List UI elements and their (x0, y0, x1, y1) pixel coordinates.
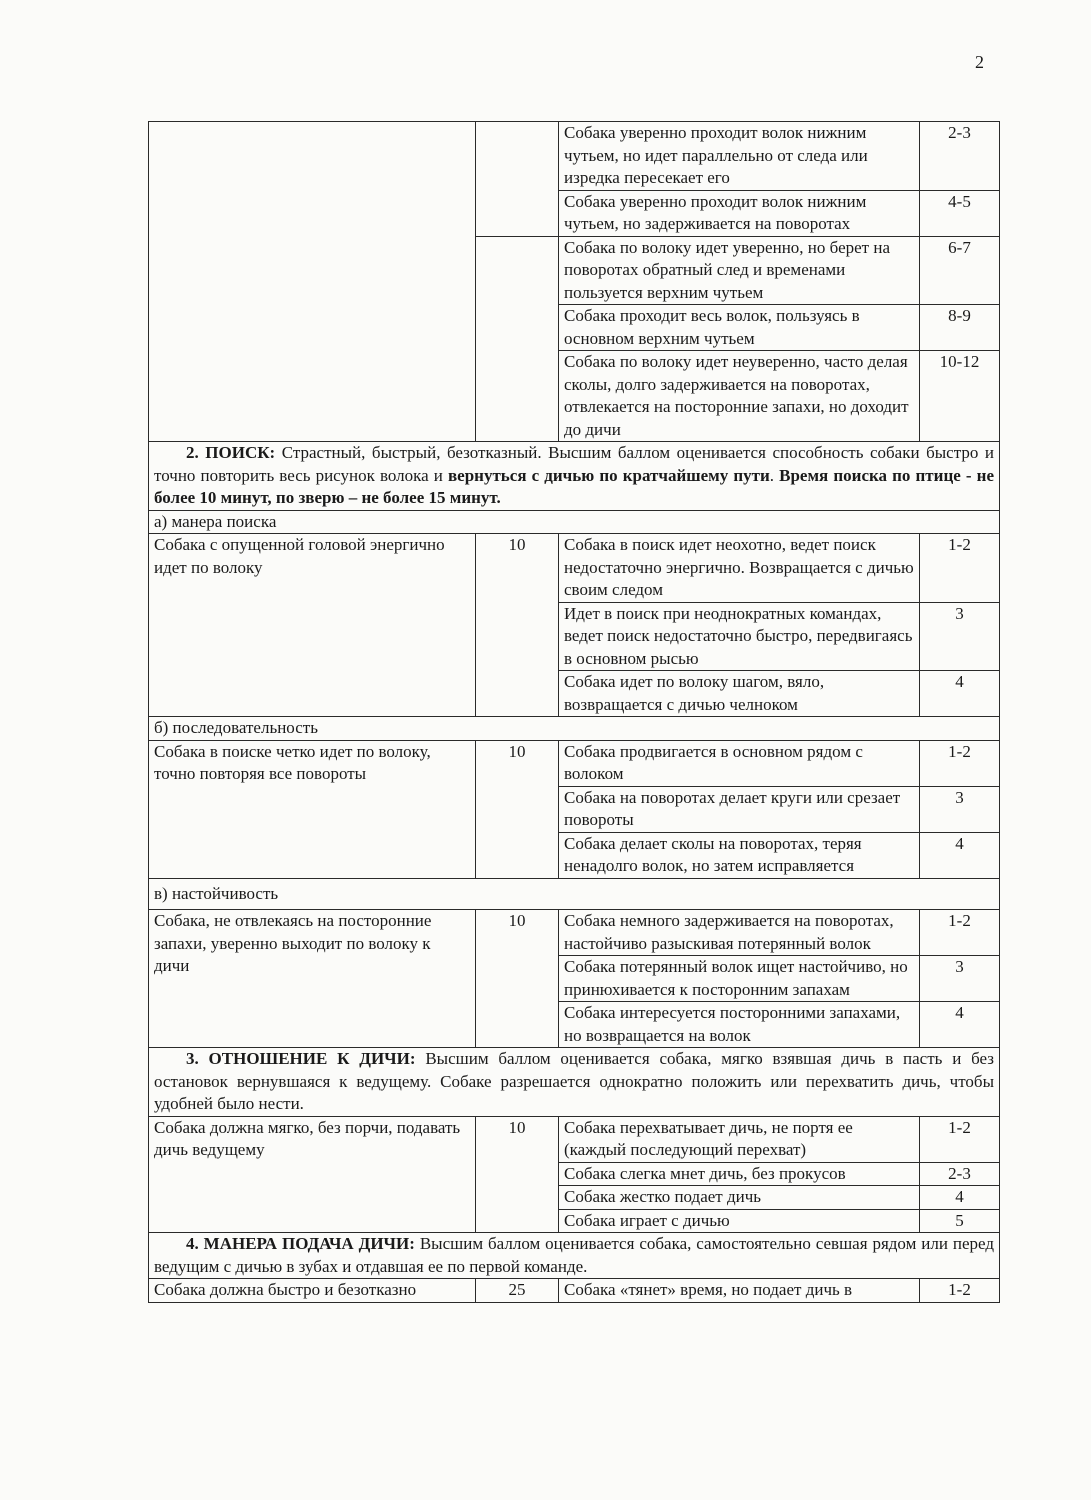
deduction-points: 3 (920, 786, 1000, 832)
criterion-text: Собака в поиске четко идет по волоку, точно повторяя все повороты (149, 740, 476, 878)
table-row (149, 740, 1000, 786)
deduction-text: Собака по волоку идет неуверенно, часто делая сколы, долго задерживается на поворотах, отвлекается на посторонние запахи, но доходит до дичи (559, 351, 920, 442)
subsection-row (149, 878, 1000, 910)
table-row (149, 910, 1000, 956)
subsection-row (149, 717, 1000, 741)
deduction-text: Собака на поворотах делает круги или срезает повороты (559, 786, 920, 832)
deduction-points: 10-12 (920, 351, 1000, 442)
score-cell-empty (476, 236, 559, 442)
criterion-text: Собака с опущенной головой энергично идет по волоку (149, 534, 476, 717)
max-score: 25 (476, 1279, 559, 1303)
deduction-text: Собака «тянет» время, но подает дичь в (559, 1279, 920, 1303)
deduction-points: 2-3 (920, 1162, 1000, 1186)
subsection-label: б) последовательность (149, 717, 1000, 741)
deduction-text: Собака немного задерживается на поворотах, настойчиво разыскивая потерянный волок (559, 910, 920, 956)
section-bold-text: вернуться с дичью по кратчайшему пути (447, 465, 770, 485)
deduction-text: Собака идет по волоку шагом, вяло, возвращается с дичью челноком (559, 671, 920, 717)
section-header-row (149, 442, 1000, 511)
section-4-description (149, 1233, 1000, 1279)
deduction-text: Собака в поиск идет неохотно, ведет поиск недостаточно энергично. Возвращается с дичью своим следом (559, 534, 920, 603)
deduction-points: 3 (920, 602, 1000, 671)
deduction-points: 1-2 (920, 740, 1000, 786)
deduction-points: 1-2 (920, 1279, 1000, 1303)
section-text: . (769, 465, 780, 485)
table-row (149, 1116, 1000, 1162)
section-text: Высшим баллом оценивается собака, мягко взявшая дичь в пасть и без остановок вернувшаяся к ведущему. Собаке разрешается однократно положить или перехватить дичь, чтобы удобней было нести. (154, 1049, 994, 1113)
subsection-label: а) манера поиска (149, 510, 1000, 534)
deduction-points: 4 (920, 671, 1000, 717)
deduction-points: 1-2 (920, 534, 1000, 603)
table-row (149, 122, 1000, 191)
deduction-text: Идет в поиск при неоднократных командах, ведет поиск недостаточно быстро, передвигаясь в основном рысью (559, 602, 920, 671)
section-3-description (149, 1048, 1000, 1117)
deduction-points: 1-2 (920, 910, 1000, 956)
deduction-points: 4 (920, 1186, 1000, 1210)
table-row (149, 534, 1000, 603)
score-cell-empty (476, 122, 559, 237)
max-score: 10 (476, 910, 559, 1048)
deduction-text: Собака проходит весь волок, пользуясь в основном верхним чутьем (559, 305, 920, 351)
section-4-heading: 4. МАНЕРА ПОДАЧА ДИЧИ: (186, 1234, 415, 1253)
deduction-text: Собака делает сколы на поворотах, теряя ненадолго волок, но затем исправляется (559, 832, 920, 878)
max-score: 10 (476, 740, 559, 878)
deduction-text: Собака интересуется посторонними запахами, но возвращается на волок (559, 1002, 920, 1048)
deduction-points: 3 (920, 956, 1000, 1002)
deduction-text: Собака перехватывает дичь, не портя ее (каждый последующий перехват) (559, 1116, 920, 1162)
deduction-text: Собака по волоку идет уверенно, но берет на поворотах обратный след и временами пользуется верхним чутьем (559, 236, 920, 305)
deduction-text: Собака продвигается в основном рядом с волоком (559, 740, 920, 786)
criterion-text: Собака должна мягко, без порчи, подавать дичь ведущему (149, 1116, 476, 1233)
criterion-text: Собака, не отвлекаясь на посторонние запахи, уверенно выходит по волоку к дичи (149, 910, 476, 1048)
deduction-points: 8-9 (920, 305, 1000, 351)
criterion-cell-empty (149, 122, 476, 442)
section-bold-text: Время поиска по птице - не более 10 минут, по зверю – не более 15 минут. (154, 465, 994, 507)
deduction-text: Собака жестко подает дичь (559, 1186, 920, 1210)
table-row (149, 1279, 1000, 1303)
section-2-description (149, 442, 1000, 511)
deduction-points: 4 (920, 832, 1000, 878)
max-score: 10 (476, 1116, 559, 1233)
subsection-row (149, 510, 1000, 534)
section-text: Страстный, быстрый, безотказный. Высшим баллом оценивается способность собаки быстро и точно повторить весь рисунок волока и (154, 443, 994, 485)
deduction-points: 5 (920, 1209, 1000, 1233)
section-header-row (149, 1233, 1000, 1279)
deduction-points: 2-3 (920, 122, 1000, 191)
page-number: 2 (975, 52, 984, 72)
deduction-points: 4 (920, 1002, 1000, 1048)
deduction-text: Собака уверенно проходит волок нижним чутьем, но задерживается на поворотах (559, 190, 920, 236)
deduction-text: Собака уверенно проходит волок нижним чутьем, но идет параллельно от следа или изредка пересекает его (559, 122, 920, 191)
deduction-points: 6-7 (920, 236, 1000, 305)
max-score: 10 (476, 534, 559, 717)
deduction-text: Собака играет с дичью (559, 1209, 920, 1233)
section-text: Высшим баллом оценивается собака, самостоятельно севшая рядом или перед ведущим с дичью в зубах и отдавшая ее по первой команде. (154, 1234, 994, 1276)
deduction-points: 4-5 (920, 190, 1000, 236)
section-2-heading: 2. ПОИСК: (186, 443, 276, 462)
criterion-text: Собака должна быстро и безотказно (149, 1279, 476, 1303)
section-3-heading: 3. ОТНОШЕНИЕ К ДИЧИ: (186, 1049, 416, 1068)
deduction-text: Собака слегка мнет дичь, без прокусов (559, 1162, 920, 1186)
deduction-points: 1-2 (920, 1116, 1000, 1162)
deduction-text: Собака потерянный волок ищет настойчиво, но принюхивается к посторонним запахам (559, 956, 920, 1002)
section-header-row (149, 1048, 1000, 1117)
subsection-label: в) настойчивость (149, 878, 1000, 910)
scoring-table (148, 121, 1000, 1303)
